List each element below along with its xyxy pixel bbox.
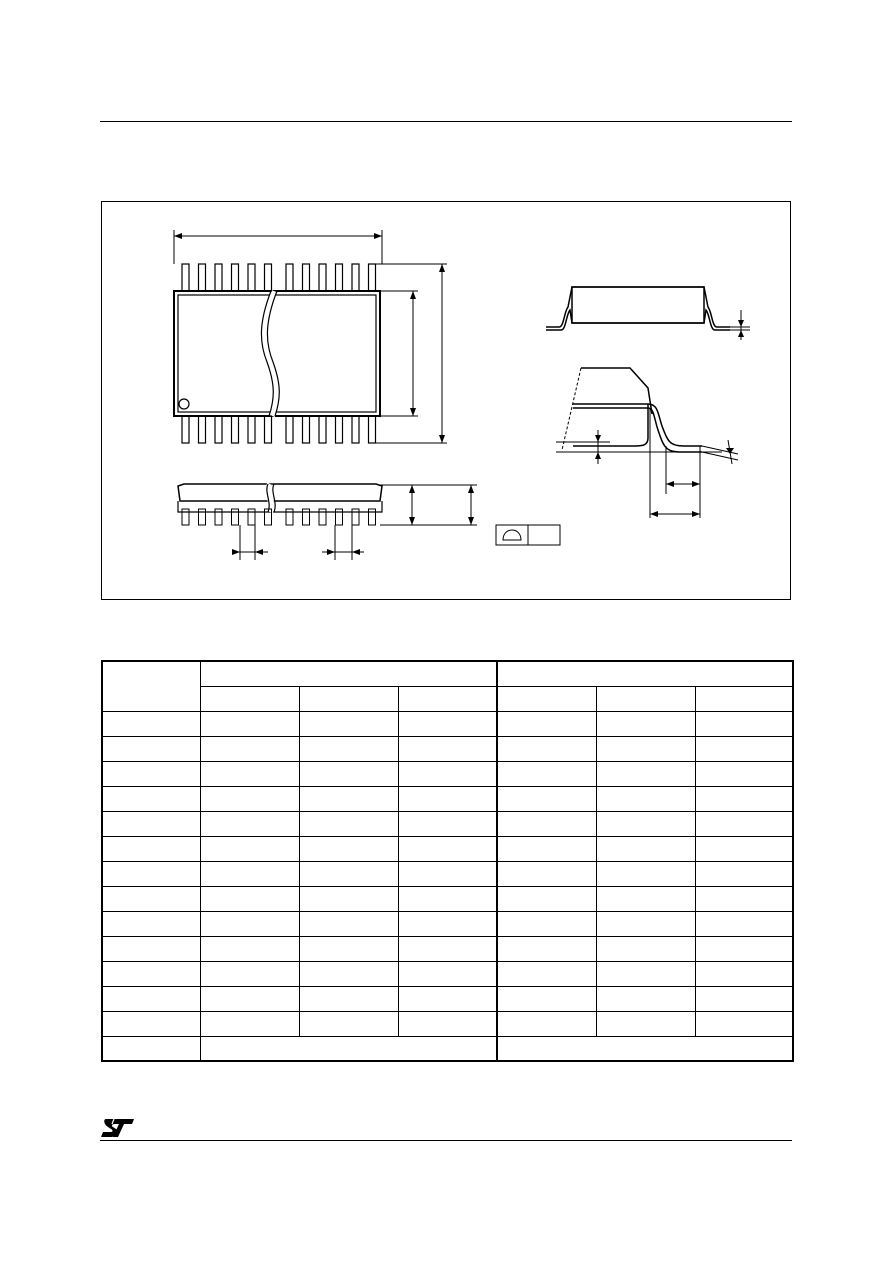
- table-cell: [497, 862, 596, 887]
- table-cell: [497, 1012, 596, 1037]
- table-row: [102, 862, 793, 887]
- table-cell: [695, 762, 793, 787]
- table-cell: [695, 912, 793, 937]
- pin-top: [286, 264, 293, 291]
- footer-unit-2-cell: [497, 1037, 793, 1062]
- table-cell: [200, 787, 299, 812]
- table-cell: [200, 937, 299, 962]
- header-unit-group-1: [200, 661, 497, 687]
- lead-detail-view: [573, 368, 702, 452]
- header-unit-group-2: [497, 661, 793, 687]
- table-cell: [200, 962, 299, 987]
- table-cell: [497, 812, 596, 837]
- flatness-symbol-icon: [503, 530, 521, 540]
- mechanical-drawing: [102, 202, 792, 601]
- table-cell: [200, 862, 299, 887]
- table-cell: [299, 887, 398, 912]
- header-max-2: [695, 687, 793, 712]
- table-cell: [200, 1012, 299, 1037]
- table-cell: [102, 962, 200, 987]
- table-row: [102, 737, 793, 762]
- pin-top: [303, 264, 310, 291]
- table-cell: [102, 737, 200, 762]
- pin-bottom: [286, 416, 293, 443]
- table-cell: [695, 737, 793, 762]
- table-row: [102, 1012, 793, 1037]
- bottom-pins: [182, 416, 376, 443]
- table-cell: [695, 937, 793, 962]
- table-row: [102, 962, 793, 987]
- table-cell: [398, 962, 497, 987]
- table-cell: [102, 862, 200, 887]
- table-cell: [299, 787, 398, 812]
- table-cell: [596, 737, 695, 762]
- table-cell: [102, 762, 200, 787]
- header-typ-2: [596, 687, 695, 712]
- pin-bottom: [232, 416, 239, 443]
- table-cell: [200, 837, 299, 862]
- table-cell: [102, 987, 200, 1012]
- footer-unit-1-cell: [200, 1037, 497, 1062]
- table-cell: [497, 737, 596, 762]
- table-footer-row: [102, 1037, 793, 1062]
- pin-bottom: [319, 416, 326, 443]
- table-cell: [398, 837, 497, 862]
- table-cell: [596, 712, 695, 737]
- pin-bottom: [248, 416, 255, 443]
- table-cell: [398, 937, 497, 962]
- table-cell: [200, 737, 299, 762]
- table-cell: [695, 987, 793, 1012]
- table-cell: [102, 1012, 200, 1037]
- table-cell: [102, 937, 200, 962]
- header-dim-cell: [102, 661, 200, 712]
- table-body: [102, 712, 793, 1037]
- pin-top: [352, 264, 359, 291]
- footer-rule: [100, 1140, 792, 1141]
- table-cell: [497, 787, 596, 812]
- table-cell: [497, 762, 596, 787]
- table-cell: [200, 912, 299, 937]
- pin-bottom: [336, 416, 343, 443]
- pin-bottom: [215, 416, 222, 443]
- table-cell: [299, 937, 398, 962]
- table-subheader-row: [102, 687, 793, 712]
- table-cell: [695, 962, 793, 987]
- footer-label-cell: [102, 1037, 200, 1062]
- flatness-callout: [496, 525, 560, 545]
- table-cell: [497, 962, 596, 987]
- header-min-2: [497, 687, 596, 712]
- table-cell: [596, 862, 695, 887]
- pin-top: [215, 264, 222, 291]
- table-cell: [497, 837, 596, 862]
- table-cell: [299, 962, 398, 987]
- pin-bottom: [303, 416, 310, 443]
- table-cell: [102, 812, 200, 837]
- table-row: [102, 787, 793, 812]
- table-cell: [398, 812, 497, 837]
- table-cell: [596, 1012, 695, 1037]
- table-cell: [596, 962, 695, 987]
- table-cell: [596, 787, 695, 812]
- table-row: [102, 887, 793, 912]
- pin-top: [336, 264, 343, 291]
- table-cell: [398, 862, 497, 887]
- header-typ-1: [299, 687, 398, 712]
- table-header-row: [102, 661, 793, 687]
- pin-top: [182, 264, 189, 291]
- table-cell: [200, 762, 299, 787]
- table-cell: [695, 837, 793, 862]
- table-cell: [102, 887, 200, 912]
- table-cell: [200, 712, 299, 737]
- table-cell: [695, 712, 793, 737]
- pin-bottom: [352, 416, 359, 443]
- table-cell: [497, 987, 596, 1012]
- table-cell: [596, 987, 695, 1012]
- table-cell: [102, 837, 200, 862]
- end-view: [546, 287, 730, 330]
- table-cell: [299, 862, 398, 887]
- table-cell: [102, 787, 200, 812]
- table-cell: [200, 987, 299, 1012]
- table-cell: [497, 712, 596, 737]
- pin-bottom: [182, 416, 189, 443]
- st-logo: [100, 1117, 136, 1139]
- table-row: [102, 937, 793, 962]
- table-cell: [398, 887, 497, 912]
- table-cell: [398, 1012, 497, 1037]
- pin-top: [369, 264, 376, 291]
- header-rule: [100, 121, 792, 122]
- table-cell: [695, 787, 793, 812]
- table-cell: [200, 887, 299, 912]
- pin-top: [248, 264, 255, 291]
- table-cell: [596, 937, 695, 962]
- table-cell: [299, 837, 398, 862]
- table-cell: [200, 812, 299, 837]
- table-cell: [398, 987, 497, 1012]
- table-row: [102, 912, 793, 937]
- table-cell: [695, 862, 793, 887]
- table-cell: [299, 762, 398, 787]
- table-cell: [398, 712, 497, 737]
- table-row: [102, 837, 793, 862]
- table-cell: [596, 887, 695, 912]
- table-cell: [299, 712, 398, 737]
- pin-bottom: [265, 416, 272, 443]
- table-row: [102, 812, 793, 837]
- pin-top: [199, 264, 206, 291]
- side-view-body: [178, 484, 382, 501]
- table-cell: [596, 762, 695, 787]
- pin-top: [265, 264, 272, 291]
- table-cell: [695, 887, 793, 912]
- table-row: [102, 762, 793, 787]
- table-cell: [299, 737, 398, 762]
- table-cell: [398, 762, 497, 787]
- top-pins: [182, 264, 376, 291]
- table-cell: [102, 912, 200, 937]
- table-row: [102, 712, 793, 737]
- table-cell: [596, 912, 695, 937]
- header-min-1: [200, 687, 299, 712]
- table-row: [102, 987, 793, 1012]
- package-outline-drawing: [101, 201, 791, 600]
- table-cell: [497, 937, 596, 962]
- pin-bottom: [369, 416, 376, 443]
- table-cell: [398, 737, 497, 762]
- table-cell: [299, 1012, 398, 1037]
- pin-top: [319, 264, 326, 291]
- table-cell: [596, 812, 695, 837]
- table-cell: [695, 1012, 793, 1037]
- table-cell: [398, 912, 497, 937]
- table-cell: [596, 837, 695, 862]
- header-max-1: [398, 687, 497, 712]
- pin-top: [232, 264, 239, 291]
- table-cell: [497, 912, 596, 937]
- dimensions-table: [101, 660, 794, 1062]
- table-cell: [695, 812, 793, 837]
- table-cell: [497, 887, 596, 912]
- table-cell: [299, 912, 398, 937]
- table-cell: [102, 712, 200, 737]
- table-cell: [398, 787, 497, 812]
- pin-bottom: [199, 416, 206, 443]
- table-cell: [299, 987, 398, 1012]
- pin1-marker: [179, 399, 189, 409]
- table-cell: [299, 812, 398, 837]
